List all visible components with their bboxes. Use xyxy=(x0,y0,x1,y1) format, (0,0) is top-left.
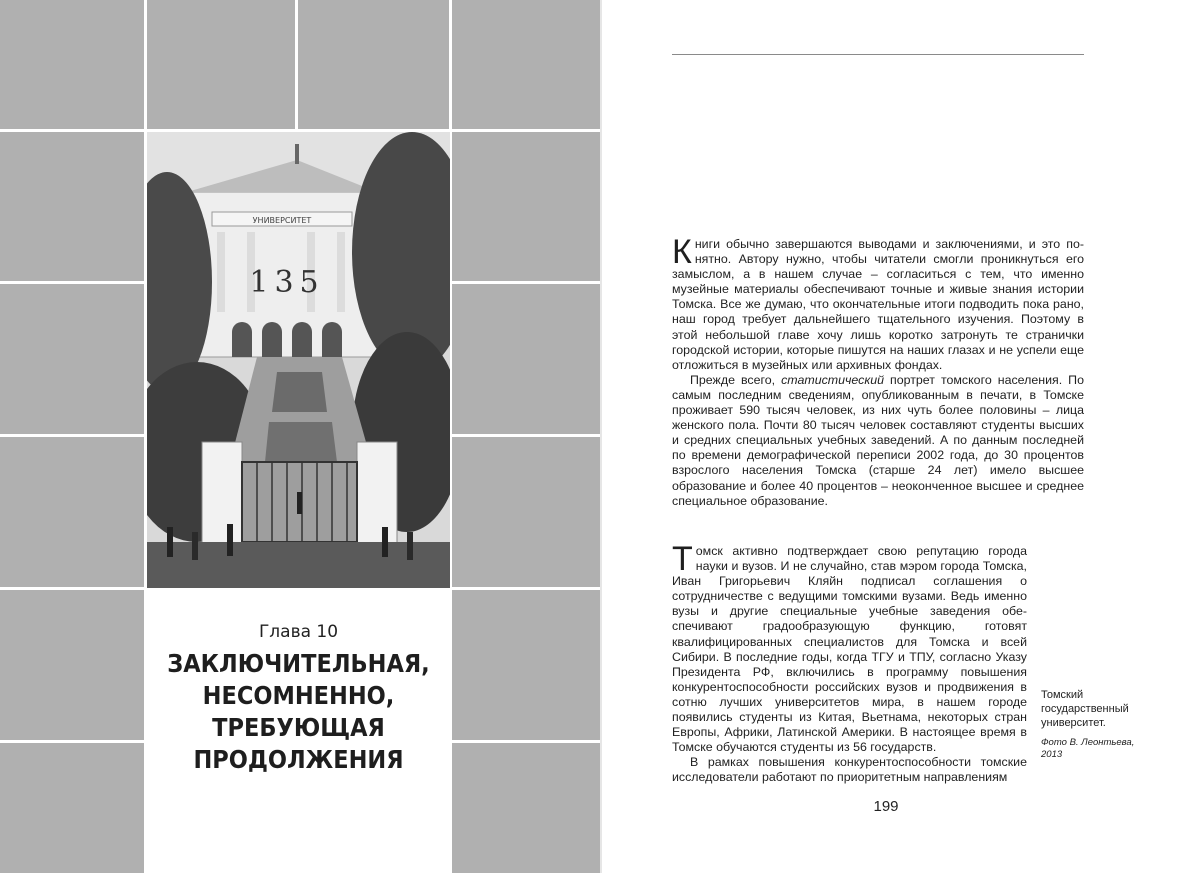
paragraph xyxy=(672,373,1084,509)
grid-tile xyxy=(0,0,144,129)
grid-tile xyxy=(0,590,144,740)
paragraph-text: ниги обычно завершаются выводами и заключениями, и это понятно. Автору нужно, чтобы читатели смогли проникнуться его замыслом, а в нашем случае – согласиться с тем, что именно музейные материалы обеспечивают точные и живые знания истории Томска. Все же думаю, что окончательные итоги подводить пока рано, наш город требует дальнейшего тщательного изучения. Поэтому в этой небольшой главе хочу лишь коротко затронуть те странички городской истории, которые пишутся на наших глазах и не успели еще отложиться в музейных или архивных фондах. xyxy=(672,237,1084,372)
page-number: 199 xyxy=(873,798,899,815)
header-rule xyxy=(672,54,1084,55)
grid-tile xyxy=(147,0,295,129)
grid-tile xyxy=(452,743,600,873)
grid-tile xyxy=(298,0,449,129)
drop-cap: Т xyxy=(672,540,693,578)
caption-credit: Фото В. Леонтьева, 2013 xyxy=(1041,737,1135,760)
chapter-title-line: НЕСОМНЕННО, xyxy=(202,681,395,710)
grid-tile xyxy=(0,132,144,281)
grid-tile xyxy=(452,590,600,740)
chapter-title-line: ЗАКЛЮЧИТЕЛЬНАЯ, xyxy=(167,649,430,678)
emphasis-text: статистический xyxy=(781,372,884,387)
photo-caption xyxy=(1041,688,1151,761)
grid-tile xyxy=(0,437,144,587)
drop-cap: К xyxy=(672,233,692,271)
caption-text: Томский государственный университет. xyxy=(1041,689,1129,729)
paragraph xyxy=(672,755,1027,785)
paragraph xyxy=(672,540,1027,755)
paragraph xyxy=(672,233,1084,373)
paragraph-text: омск активно подтверждает свою репутацию города науки и вузов. И не случайно, став мэром города Томска, Иван Григорьевич Кляйн подписал соглашения о сотрудничестве с ведущими томскими вузами. Ведь именно вузы и другие специальные учебные заведения обеспечивают градообразующую функцию, готовят квалифицированных специалистов для Томска и всей Сибири. В последние годы, когда ТГУ и ТПУ, согласно Указу Президента РФ, включились в программу повышения конкурентоспособности российских вузов и продвижения в сотню лучших университетов мира, в нашем городе появились студенты из Китая, Вьетнама, некоторых стран Европы, Африки, Латинской Америки. В настоящее время в Томске обучаются студенты из 56 государств. xyxy=(672,544,1027,755)
paragraph-text: Прежде всего, xyxy=(690,372,782,387)
grid-tile xyxy=(0,284,144,434)
chapter-panel xyxy=(147,590,450,873)
chapter-title-line: ТРЕБУЮЩАЯ xyxy=(212,713,385,742)
book-gutter xyxy=(600,0,602,873)
text-block-intro xyxy=(672,233,1084,509)
grid-tile xyxy=(0,743,144,873)
building-sign: УНИВЕРСИТЕТ xyxy=(252,216,312,225)
paragraph-text: В рамках повышения конкурентоспособности томские исследователи работают по приоритетным направлениям xyxy=(672,755,1027,785)
grid-tile xyxy=(452,0,600,129)
anniversary-number: 135 xyxy=(249,265,325,300)
paragraph-text: портрет томского населения. По самым последним сведениям, опубликованным в печати, в Томске проживает 590 тысяч человек, из них чуть более половины – лица женского пола. Почти 80 тысяч человек составляют студенты высших и средних специальных учебных заведений. А по данным последней по времени демографической переписи 2002 года, до 30 процентов взрослого населения Томска (старше 24 лет) имело высшее образование и более 40 процентов – неоконченное высшее и среднее специальное образование. xyxy=(672,372,1084,508)
grid-tile xyxy=(452,132,600,281)
grid-tile xyxy=(452,284,600,434)
chapter-title-line: ПРОДОЛЖЕНИЯ xyxy=(193,745,404,774)
university-photo xyxy=(147,132,450,588)
chapter-title xyxy=(147,648,450,776)
chapter-label: Глава 10 xyxy=(258,622,339,642)
text-block-universities xyxy=(672,540,1027,786)
grid-tile xyxy=(452,437,600,587)
